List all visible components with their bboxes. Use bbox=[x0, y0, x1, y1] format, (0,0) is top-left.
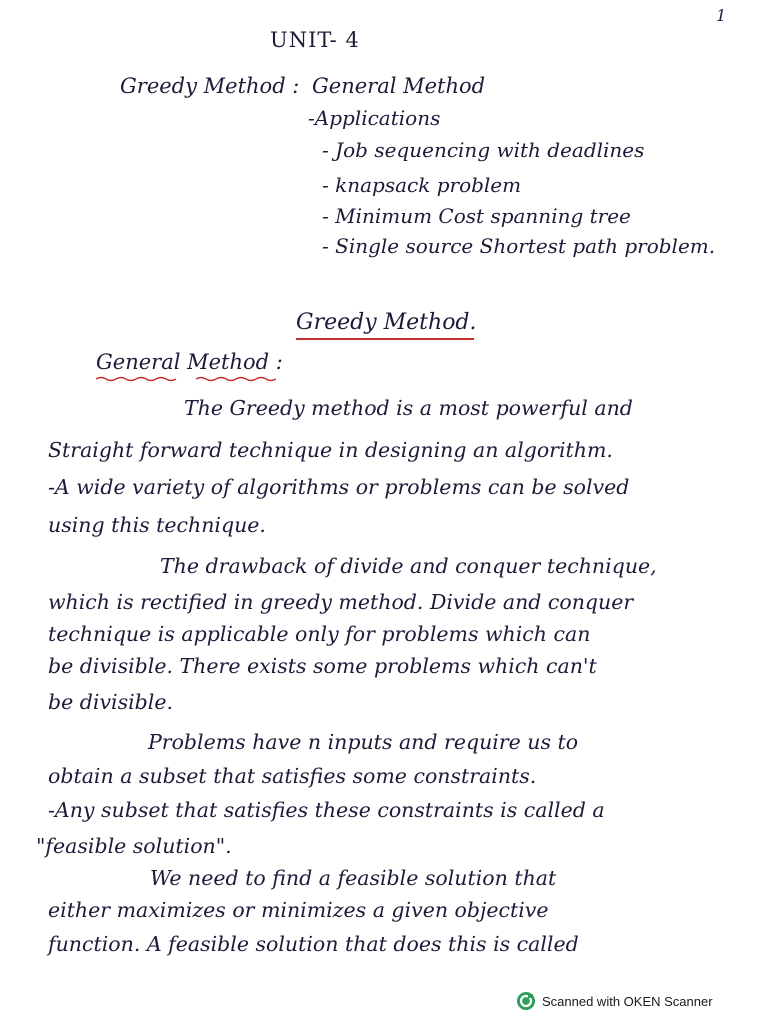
body-line: be divisible. There exists some problems which can't bbox=[48, 654, 597, 678]
topic-heading-left: Greedy Method : bbox=[120, 74, 300, 98]
unit-heading: UNIT- 4 bbox=[270, 28, 360, 52]
body-line: technique is applicable only for problems which can bbox=[48, 622, 591, 646]
body-line: either maximizes or minimizes a given objective bbox=[48, 898, 549, 922]
body-line: obtain a subset that satisfies some constraints. bbox=[48, 764, 537, 788]
applications-label: -Applications bbox=[308, 106, 441, 130]
subsection-title: General Method : bbox=[96, 350, 283, 374]
body-line: The drawback of divide and conquer technique, bbox=[160, 554, 657, 578]
application-item: - Job sequencing with deadlines bbox=[322, 138, 645, 162]
body-line: We need to find a feasible solution that bbox=[150, 866, 557, 890]
body-line: function. A feasible solution that does this is called bbox=[48, 932, 579, 956]
topic-heading-right: General Method bbox=[312, 74, 486, 98]
scanner-watermark-text: Scanned with OKEN Scanner bbox=[542, 993, 713, 1009]
body-line: -Any subset that satisfies these constraints is called a bbox=[48, 798, 605, 822]
application-item: - Single source Shortest path problem. bbox=[322, 234, 716, 258]
body-line: "feasible solution". bbox=[36, 834, 232, 858]
application-item: - knapsack problem bbox=[322, 173, 522, 197]
body-line: The Greedy method is a most powerful and bbox=[184, 396, 633, 420]
body-line: using this technique. bbox=[48, 513, 266, 537]
body-line: Straight forward technique in designing an algorithm. bbox=[48, 438, 613, 462]
body-line: Problems have n inputs and require us to bbox=[148, 730, 579, 754]
section-title: Greedy Method. bbox=[296, 310, 477, 335]
section-title-underline bbox=[296, 338, 474, 340]
body-line: be divisible. bbox=[48, 690, 173, 714]
body-line: -A wide variety of algorithms or problems can be solved bbox=[48, 475, 630, 499]
application-item: - Minimum Cost spanning tree bbox=[322, 204, 631, 228]
subsection-wavy-underline bbox=[96, 376, 276, 382]
body-line: which is rectified in greedy method. Divide and conquer bbox=[48, 590, 634, 614]
oken-scanner-logo-icon bbox=[516, 991, 536, 1011]
scanner-watermark bbox=[516, 990, 713, 1012]
page-number: 1 bbox=[716, 6, 727, 25]
